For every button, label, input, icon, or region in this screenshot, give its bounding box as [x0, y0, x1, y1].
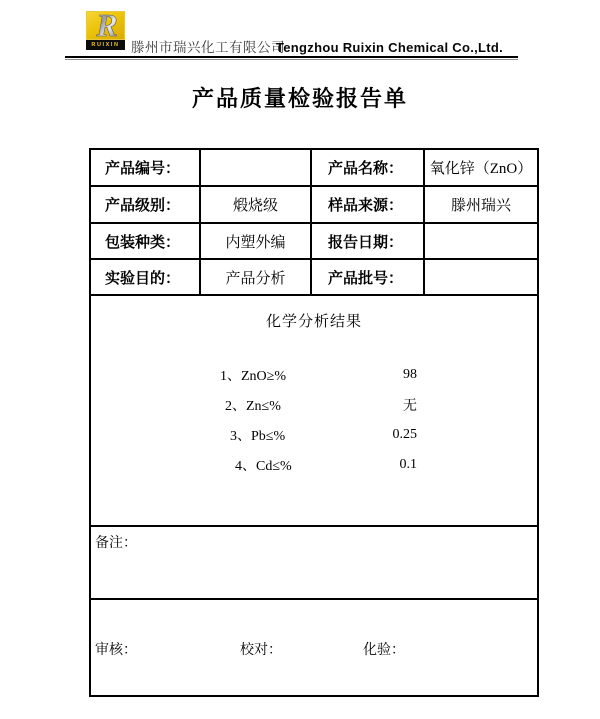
label-batch-no: 产品批号：	[312, 260, 425, 296]
logo-brand-text: RUIXIN	[86, 40, 125, 50]
analysis-title: 化学分析结果	[265, 314, 362, 330]
label-test-purpose: 实验目的：	[91, 260, 201, 296]
ruixin-logo	[86, 11, 125, 50]
analysis-item-value: 0.1	[399, 457, 417, 472]
value-test-purpose: 产品分析	[201, 260, 312, 296]
assay-label: 化验：	[363, 643, 405, 658]
analysis-items	[91, 360, 537, 480]
value-batch-no	[425, 260, 537, 296]
company-name-en: Tengzhou Ruixin Chemical Co.,Ltd.	[276, 40, 504, 55]
analysis-item-label: 2、Zn≤%	[225, 399, 281, 414]
label-report-date: 报告日期：	[312, 224, 425, 260]
analysis-item-value: 0.25	[392, 427, 417, 442]
value-product-code	[201, 150, 312, 187]
value-report-date	[425, 224, 537, 260]
analysis-item	[230, 420, 417, 450]
analysis-item	[220, 360, 417, 390]
value-sample-source: 滕州瑞兴	[425, 187, 537, 224]
label-product-grade: 产品级别：	[91, 187, 201, 224]
report-table	[89, 148, 539, 697]
proofread-label: 校对：	[240, 643, 282, 658]
analysis-item-label: 1、ZnO≥%	[220, 369, 287, 384]
company-name-cn: 滕州市瑞兴化工有限公司	[131, 40, 285, 55]
value-packaging-type: 内塑外编	[201, 224, 312, 260]
analysis-item-label: 3、Pb≤%	[230, 429, 286, 444]
analysis-section	[91, 296, 537, 527]
svg-text:R: R	[96, 9, 118, 42]
review-label: 审核：	[95, 643, 137, 658]
label-product-code: 产品编号：	[91, 150, 201, 187]
remarks-label: 备注：	[95, 536, 137, 551]
analysis-item-value: 98	[403, 367, 417, 382]
remarks-section	[91, 527, 537, 600]
header-rule	[65, 56, 518, 60]
signature-section	[91, 600, 537, 695]
page-title: 产品质量检验报告单	[191, 86, 408, 111]
analysis-item-value: 无	[403, 399, 417, 414]
analysis-item	[235, 450, 417, 480]
logo-r-icon	[86, 11, 125, 40]
analysis-item	[225, 390, 417, 420]
label-product-name: 产品名称：	[312, 150, 425, 187]
value-product-name: 氧化锌（ZnO）	[425, 150, 537, 187]
label-packaging-type: 包装种类：	[91, 224, 201, 260]
value-product-grade: 煅烧级	[201, 187, 312, 224]
label-sample-source: 样品来源：	[312, 187, 425, 224]
analysis-item-label: 4、Cd≤%	[235, 459, 292, 474]
